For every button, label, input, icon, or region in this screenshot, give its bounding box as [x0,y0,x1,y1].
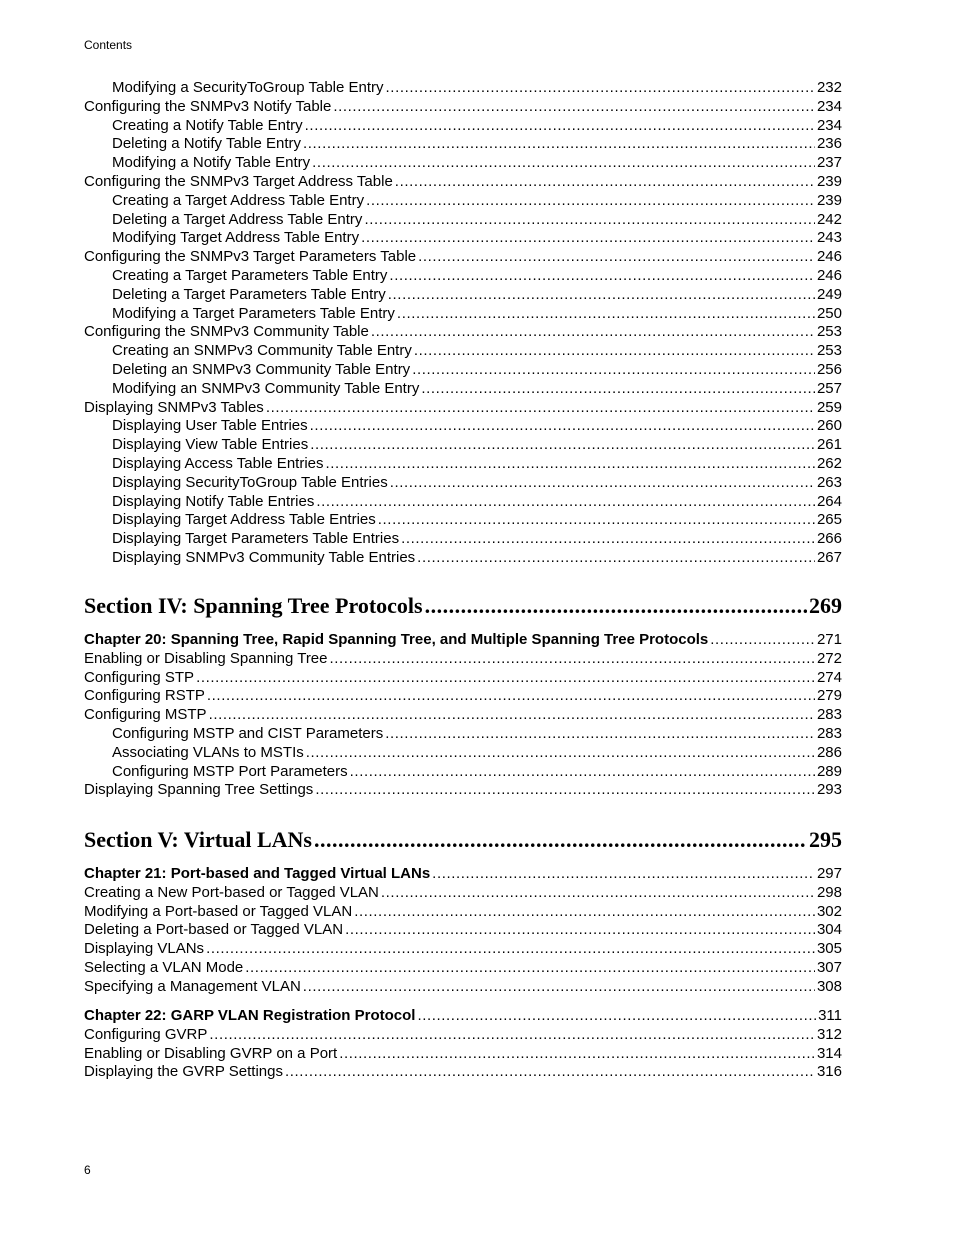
running-header: Contents [84,38,133,52]
dot-leader [395,173,815,192]
toc-entry[interactable] [84,323,842,342]
toc-entry[interactable] [84,192,842,211]
toc-entry[interactable] [84,267,842,286]
toc-entry-title: Displaying Spanning Tree Settings [84,781,314,799]
dot-leader [310,417,815,436]
dot-leader [388,286,815,305]
toc-entry-title: Modifying a Target Parameters Table Entry [112,304,395,322]
toc-entry[interactable] [84,687,842,706]
toc-entry[interactable] [84,921,842,940]
toc-entry[interactable] [84,211,842,230]
toc-entry-page: 257 [816,379,842,397]
toc-entry-page: 249 [816,285,842,303]
toc-entry[interactable] [84,725,842,744]
dot-leader [425,592,807,620]
dot-leader [206,940,815,959]
toc-entry-page: 261 [816,436,842,454]
toc-entry-page: 314 [816,1044,842,1062]
section-heading-4[interactable] [84,592,842,620]
toc-entry-page: 243 [816,229,842,247]
toc-entry-title: Configuring RSTP [84,687,205,705]
toc-entry-title: Displaying Target Parameters Table Entries [112,530,400,548]
dot-leader [386,79,815,98]
toc-entry-title: Selecting a VLAN Mode [84,958,244,976]
toc-entry-title: Deleting a Target Parameters Table Entry [112,285,386,303]
toc-entry[interactable] [84,98,842,117]
toc-entry[interactable] [84,959,842,978]
dot-leader [316,493,815,512]
toc-entry-page: 304 [816,921,842,939]
toc-entry-page: 246 [816,266,842,284]
dot-leader [421,380,815,399]
toc-entry[interactable] [84,903,842,922]
dot-leader [245,959,815,978]
toc-entry[interactable] [84,455,842,474]
dot-leader [285,1063,815,1082]
toc-entry[interactable] [84,79,842,98]
dot-leader [389,267,815,286]
toc-entry[interactable] [84,493,842,512]
toc-entry-page: 312 [816,1025,842,1043]
toc-entry[interactable] [84,978,842,997]
toc-entry-page: 293 [816,781,842,799]
toc-entry-title: Displaying View Table Entries [112,436,309,454]
dot-leader [333,98,815,117]
toc-entry-page: 239 [816,191,842,209]
toc-entry[interactable] [84,342,842,361]
toc-entry-title: Chapter 20: Spanning Tree, Rapid Spanning Tree, and Multiple Spanning Tree Protocols [84,631,709,648]
toc-entry-page: 263 [816,473,842,491]
section-title: Section V: Virtual LANs [84,827,312,852]
toc-entry-title: Deleting an SNMPv3 Community Table Entry [112,360,411,378]
section-heading-5[interactable] [84,826,842,854]
toc-entry-title: Configuring the SNMPv3 Target Address Table [84,172,393,190]
toc-entry[interactable] [84,286,842,305]
toc-entry-title: Deleting a Port-based or Tagged VLAN [84,921,344,939]
dot-leader [364,211,815,230]
toc-entry-title: Displaying SNMPv3 Tables [84,398,264,416]
toc-entry-page: 307 [816,958,842,976]
toc-entry-title: Enabling or Disabling Spanning Tree [84,649,328,667]
toc-entry-title: Configuring MSTP and CIST Parameters [112,724,384,742]
toc-entry-page: 262 [816,454,842,472]
toc-entry-title: Creating a Target Address Table Entry [112,191,365,209]
toc-entry-title: Modifying a Notify Table Entry [112,154,311,172]
toc-entry-title: Modifying a Port-based or Tagged VLAN [84,902,353,920]
toc-entry[interactable] [84,1045,842,1064]
toc-entry-page: 265 [816,511,842,529]
toc-entry-page: 289 [816,762,842,780]
dot-leader [196,669,815,688]
toc-entry-title: Configuring MSTP [84,706,207,724]
toc-entry-page: 298 [816,883,842,901]
dot-leader [401,530,815,549]
dot-leader [315,781,815,800]
toc-entry-page: 264 [816,492,842,510]
dot-leader [381,884,815,903]
toc-chapter-entry[interactable] [84,1007,842,1026]
toc-entry-page: 246 [816,248,842,266]
toc-entry-title: Displaying Target Address Table Entries [112,511,376,529]
toc-entry[interactable] [84,669,842,688]
toc-entry-title: Modifying Target Address Table Entry [112,229,360,247]
toc-entry-title: Displaying VLANs [84,940,205,958]
toc-entry-title: Creating a Notify Table Entry [112,116,303,134]
toc-block-spanning-tree [84,631,842,800]
toc-entry-page: 253 [816,342,842,360]
toc-entry-page: 297 [816,865,842,882]
toc-entry-title: Configuring STP [84,668,195,686]
toc-entry-page: 250 [816,304,842,322]
toc-entry-page: 237 [816,154,842,172]
toc-entry[interactable] [84,940,842,959]
page-number: 6 [84,1163,91,1177]
toc-block-gvrp [84,1007,842,1082]
toc-entry[interactable] [84,549,842,568]
toc-block-vlans [84,865,842,997]
toc-entry[interactable] [84,1026,842,1045]
toc-entry-title: Creating a New Port-based or Tagged VLAN [84,883,379,901]
toc-entry[interactable] [84,154,842,173]
dot-leader [366,192,815,211]
toc-entry-title: Configuring the SNMPv3 Community Table [84,323,369,341]
dot-leader [209,1026,815,1045]
toc-entry[interactable] [84,706,842,725]
toc-entry-page: 286 [816,743,842,761]
dot-leader [303,978,815,997]
toc-entry-title: Creating a Target Parameters Table Entry [112,266,388,284]
toc-entry-page: 232 [816,79,842,96]
dot-leader [354,903,815,922]
toc-entry-page: 271 [816,631,842,648]
dot-leader [378,511,815,530]
toc-entry-page: 267 [816,548,842,566]
toc-entry-title: Modifying a SecurityToGroup Table Entry [112,79,384,96]
toc-entry-page: 308 [816,977,842,995]
toc-entry-title: Displaying User Table Entries [112,417,308,435]
dot-leader [417,549,815,568]
toc-entry-title: Modifying an SNMPv3 Community Table Entry [112,379,420,397]
toc-entry[interactable] [84,248,842,267]
toc-entry[interactable] [84,511,842,530]
toc-entry[interactable] [84,884,842,903]
toc-entry-page: 234 [816,116,842,134]
toc-entry-page: 311 [818,1007,842,1024]
toc-entry-page: 274 [816,668,842,686]
dot-leader [312,154,815,173]
toc-entry[interactable] [84,135,842,154]
dot-leader [330,650,815,669]
toc-entry[interactable] [84,117,842,136]
toc-entry[interactable] [84,530,842,549]
toc-entry[interactable] [84,305,842,324]
toc-entry-page: 302 [816,902,842,920]
toc-entry-title: Displaying Access Table Entries [112,454,324,472]
dot-leader [390,474,815,493]
toc-entry-page: 279 [816,687,842,705]
dot-leader [314,826,807,854]
toc-chapter-entry[interactable] [84,865,842,884]
toc-entry-page: 242 [816,210,842,228]
toc-entry-page: 305 [816,940,842,958]
dot-leader [385,725,815,744]
toc-entry-title: Displaying Notify Table Entries [112,492,315,510]
dot-leader [371,323,815,342]
dot-leader [209,706,815,725]
dot-leader [305,117,815,136]
toc-entry-title: Chapter 22: GARP VLAN Registration Protocol [84,1007,416,1024]
toc-entry-page: 283 [816,706,842,724]
toc-entry-page: 266 [816,530,842,548]
toc-entry-title: Enabling or Disabling GVRP on a Port [84,1044,338,1062]
toc-entry-title: Deleting a Target Address Table Entry [112,210,363,228]
toc-entry-page: 253 [816,323,842,341]
dot-leader [339,1045,815,1064]
dot-leader [303,135,815,154]
toc-entry[interactable] [84,781,842,800]
toc-entry-page: 259 [816,398,842,416]
toc-entry-page: 239 [816,172,842,190]
toc-entry-page: 234 [816,97,842,115]
dot-leader [412,361,815,380]
toc-chapter-entry[interactable] [84,631,842,650]
toc-entry[interactable] [84,1063,842,1082]
dot-leader [418,248,815,267]
toc-entry-title: Displaying the GVRP Settings [84,1063,283,1081]
toc-entry[interactable] [84,361,842,380]
toc-entry-title: Associating VLANs to MSTIs [112,743,304,761]
toc-entry[interactable] [84,650,842,669]
toc-entry[interactable] [84,417,842,436]
dot-leader [350,763,815,782]
dot-leader [397,305,815,324]
dot-leader [207,687,815,706]
toc-entry-title: Configuring the SNMPv3 Target Parameters Table [84,248,417,266]
dot-leader [326,455,815,474]
section-page: 295 [809,827,842,852]
dot-leader [266,399,815,418]
dot-leader [414,342,815,361]
toc-entry-title: Chapter 21: Port-based and Tagged Virtual LANs [84,865,431,882]
dot-leader [710,631,815,650]
dot-leader [310,436,815,455]
dot-leader [361,229,815,248]
toc-entry[interactable] [84,399,842,418]
toc-entry-title: Displaying SecurityToGroup Table Entries [112,473,388,491]
toc-entry-page: 272 [816,649,842,667]
toc-entry[interactable] [84,173,842,192]
toc-entry-page: 260 [816,417,842,435]
toc-entry[interactable] [84,380,842,399]
dot-leader [345,921,815,940]
toc-entry-title: Configuring the SNMPv3 Notify Table [84,97,332,115]
toc-entry[interactable] [84,474,842,493]
toc-entry-page: 283 [816,724,842,742]
toc-entry-title: Configuring MSTP Port Parameters [112,762,348,780]
toc-entry[interactable] [84,229,842,248]
toc-entry[interactable] [84,744,842,763]
dot-leader [432,865,815,884]
toc-entry-title: Creating an SNMPv3 Community Table Entry [112,342,412,360]
section-title: Section IV: Spanning Tree Protocols [84,593,423,618]
toc-entry-page: 316 [816,1063,842,1081]
dot-leader [306,744,815,763]
toc-entry[interactable] [84,436,842,455]
toc-entry-title: Specifying a Management VLAN [84,977,301,995]
toc-entry-title: Deleting a Notify Table Entry [112,135,301,153]
toc-entry-page: 256 [816,360,842,378]
dot-leader [417,1007,816,1026]
toc-block-snmpv3 [84,79,842,568]
toc-entry-page: 236 [816,135,842,153]
toc-entry[interactable] [84,763,842,782]
section-page: 269 [809,593,842,618]
toc-entry-title: Displaying SNMPv3 Community Table Entries [112,548,416,566]
toc-entry-title: Configuring GVRP [84,1025,208,1043]
